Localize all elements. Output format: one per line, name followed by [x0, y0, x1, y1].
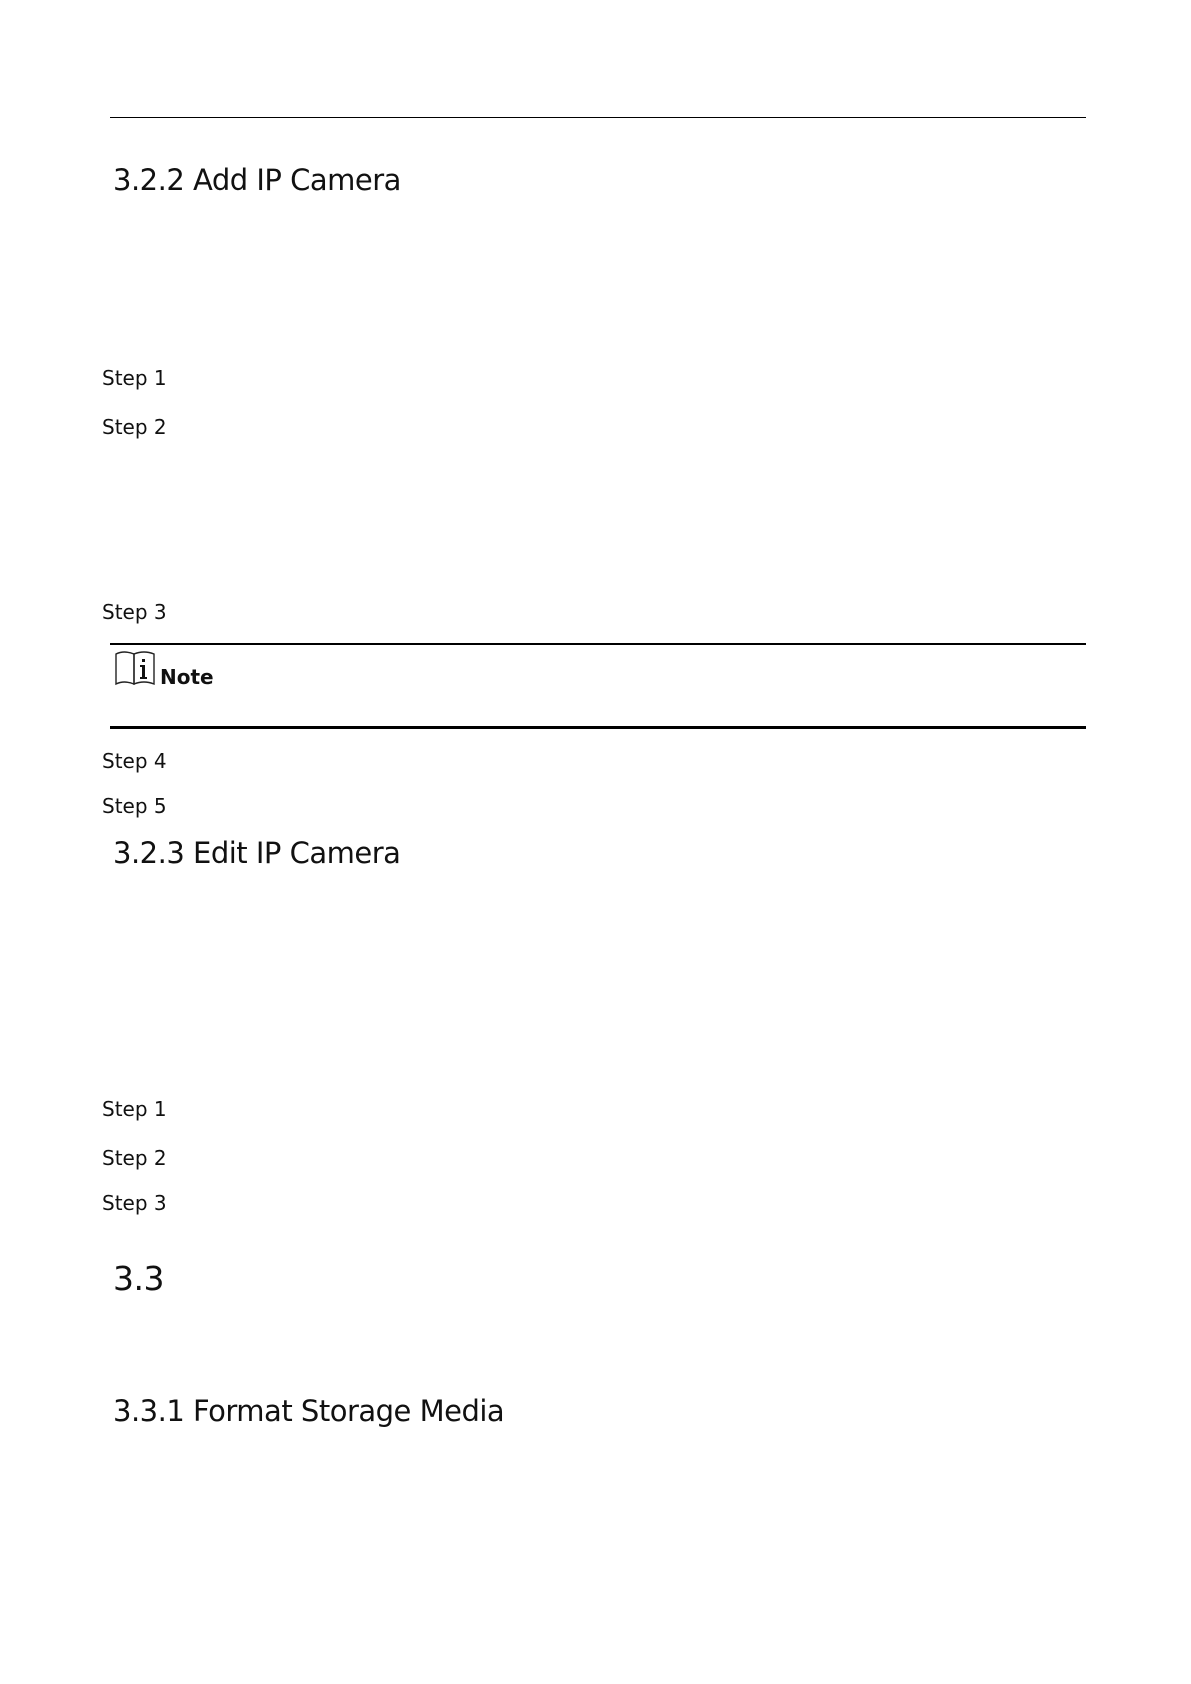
section-heading-edit-ip-camera: 3.2.3 Edit IP Camera [113, 836, 401, 870]
step-label: Step 2 [102, 415, 167, 439]
note-divider-top [110, 643, 1086, 645]
step-label: Step 1 [102, 1097, 167, 1121]
step-label: Step 1 [102, 366, 167, 390]
section-heading-add-ip-camera: 3.2.2 Add IP Camera [113, 163, 401, 197]
info-book-icon [114, 648, 162, 688]
step-label: Step 5 [102, 794, 167, 818]
step-label: Step 3 [102, 1191, 167, 1215]
step-label: Step 4 [102, 749, 167, 773]
step-label: Step 2 [102, 1146, 167, 1170]
note-callout [114, 648, 214, 688]
section-heading-format-storage-media: 3.3.1 Format Storage Media [113, 1394, 505, 1428]
section-heading-storage: 3.3 [113, 1259, 164, 1298]
note-divider-bottom [110, 726, 1086, 729]
note-label: Note [160, 665, 214, 689]
step-label: Step 3 [102, 600, 167, 624]
header-divider [110, 117, 1086, 118]
